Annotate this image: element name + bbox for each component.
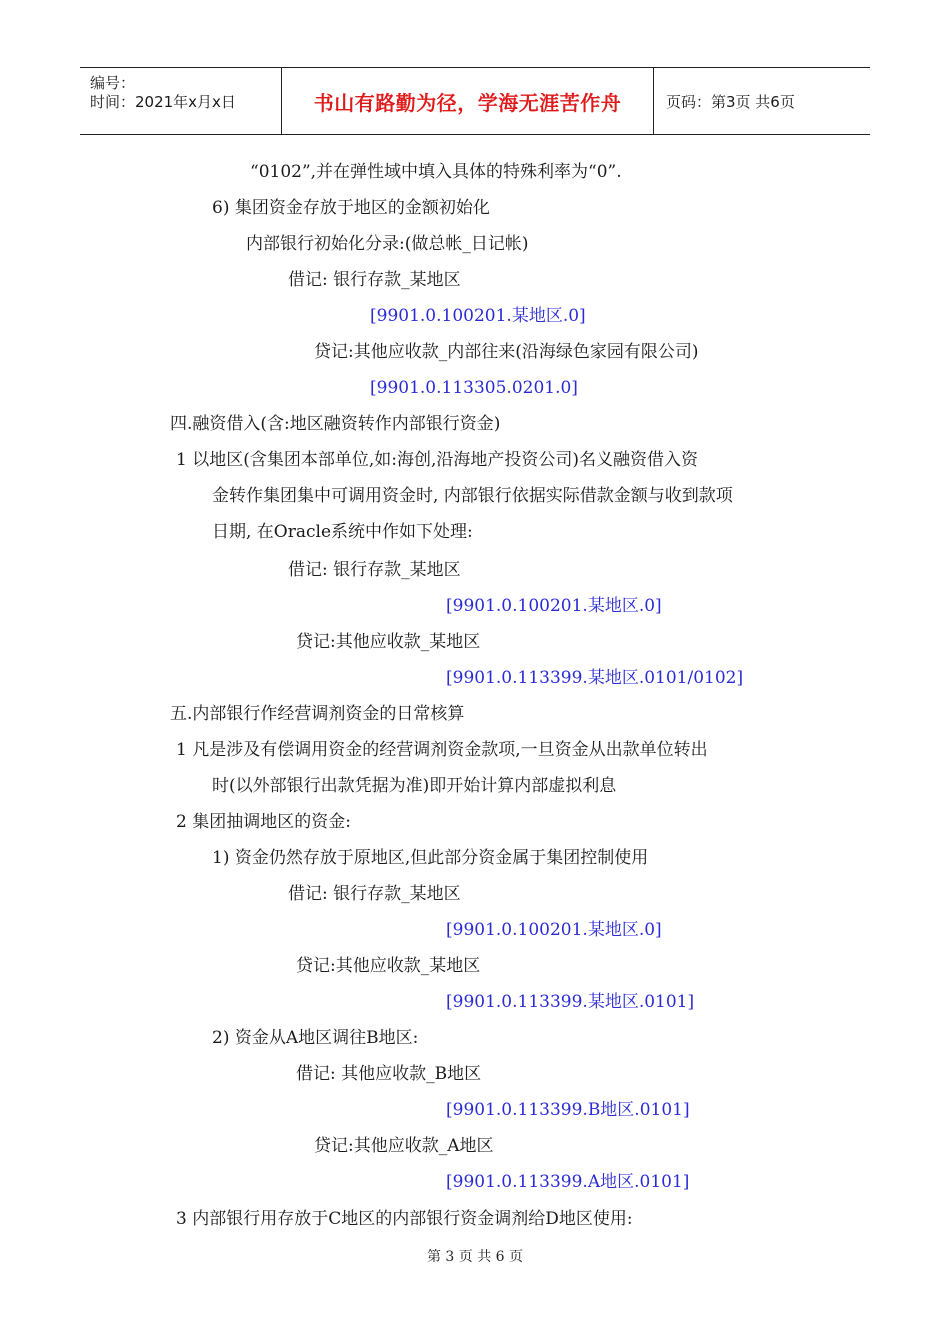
body-line: 1) 资金仍然存放于原地区,但此部分资金属于集团控制使用 <box>212 848 649 868</box>
section-heading: 五.内部银行作经营调剂资金的日常核算 <box>170 704 465 724</box>
account-code: [9901.0.113399.A地区.0101] <box>446 1172 690 1192</box>
account-code: [9901.0.100201.某地区.0] <box>446 920 662 940</box>
section-heading: 四.融资借入(含:地区融资转作内部银行资金) <box>170 414 501 434</box>
credit-line: 贷记:其他应收款_内部往来(沿海绿色家园有限公司) <box>314 342 699 362</box>
account-code: [9901.0.100201.某地区.0] <box>370 306 586 326</box>
motto-text: 书山有路勤为径，学海无涯苦作舟 <box>313 90 622 115</box>
body-line: 内部银行初始化分录:(做总帐_日记帐) <box>246 234 529 254</box>
number-label: 编号： <box>90 74 136 92</box>
body-line: 1 凡是涉及有偿调用资金的经营调剂资金款项,一旦资金从出款单位转出 <box>176 740 708 760</box>
body-line: 时(以外部银行出款凭据为准)即开始计算内部虚拟利息 <box>212 776 617 796</box>
body-line: 金转作集团集中可调用资金时, 内部银行依据实际借款金额与收到款项 <box>212 486 733 506</box>
debit-line: 借记: 银行存款_某地区 <box>288 884 461 904</box>
header-motto-cell <box>282 68 654 134</box>
body-line: “0102”,并在弹性域中填入具体的特殊利率为“0”. <box>250 162 622 182</box>
debit-line: 借记: 银行存款_某地区 <box>288 560 461 580</box>
section-heading: 6) 集团资金存放于地区的金额初始化 <box>212 198 490 218</box>
account-code: [9901.0.113399.某地区.0101] <box>446 992 695 1012</box>
body-line: 2) 资金从A地区调往B地区: <box>212 1028 419 1048</box>
body-line: 3 内部银行用存放于C地区的内部银行资金调剂给D地区使用: <box>176 1209 633 1229</box>
header-meta-cell <box>80 68 282 134</box>
debit-line: 借记: 其他应收款_B地区 <box>296 1064 482 1084</box>
body-line: 日期, 在Oracle系统中作如下处理: <box>212 522 473 542</box>
page-info: 页码：第3页 共6页 <box>666 92 795 111</box>
body-line: 1 以地区(含集团本部单位,如:海创,沿海地产投资公司)名义融资借入资 <box>176 450 699 470</box>
account-code: [9901.0.100201.某地区.0] <box>446 596 662 616</box>
credit-line: 贷记:其他应收款_某地区 <box>296 956 481 976</box>
debit-line: 借记: 银行存款_某地区 <box>288 270 461 290</box>
body-line: 2 集团抽调地区的资金: <box>176 812 351 832</box>
account-code: [9901.0.113305.0201.0] <box>370 378 578 398</box>
page-footer: 第 3 页 共 6 页 <box>426 1249 524 1265</box>
credit-line: 贷记:其他应收款_某地区 <box>296 632 481 652</box>
time-label: 时间：2021年x月x日 <box>90 93 236 111</box>
credit-line: 贷记:其他应收款_A地区 <box>314 1136 494 1156</box>
account-code: [9901.0.113399.某地区.0101/0102] <box>446 668 744 688</box>
account-code: [9901.0.113399.B地区.0101] <box>446 1100 690 1120</box>
page-header <box>80 67 870 135</box>
